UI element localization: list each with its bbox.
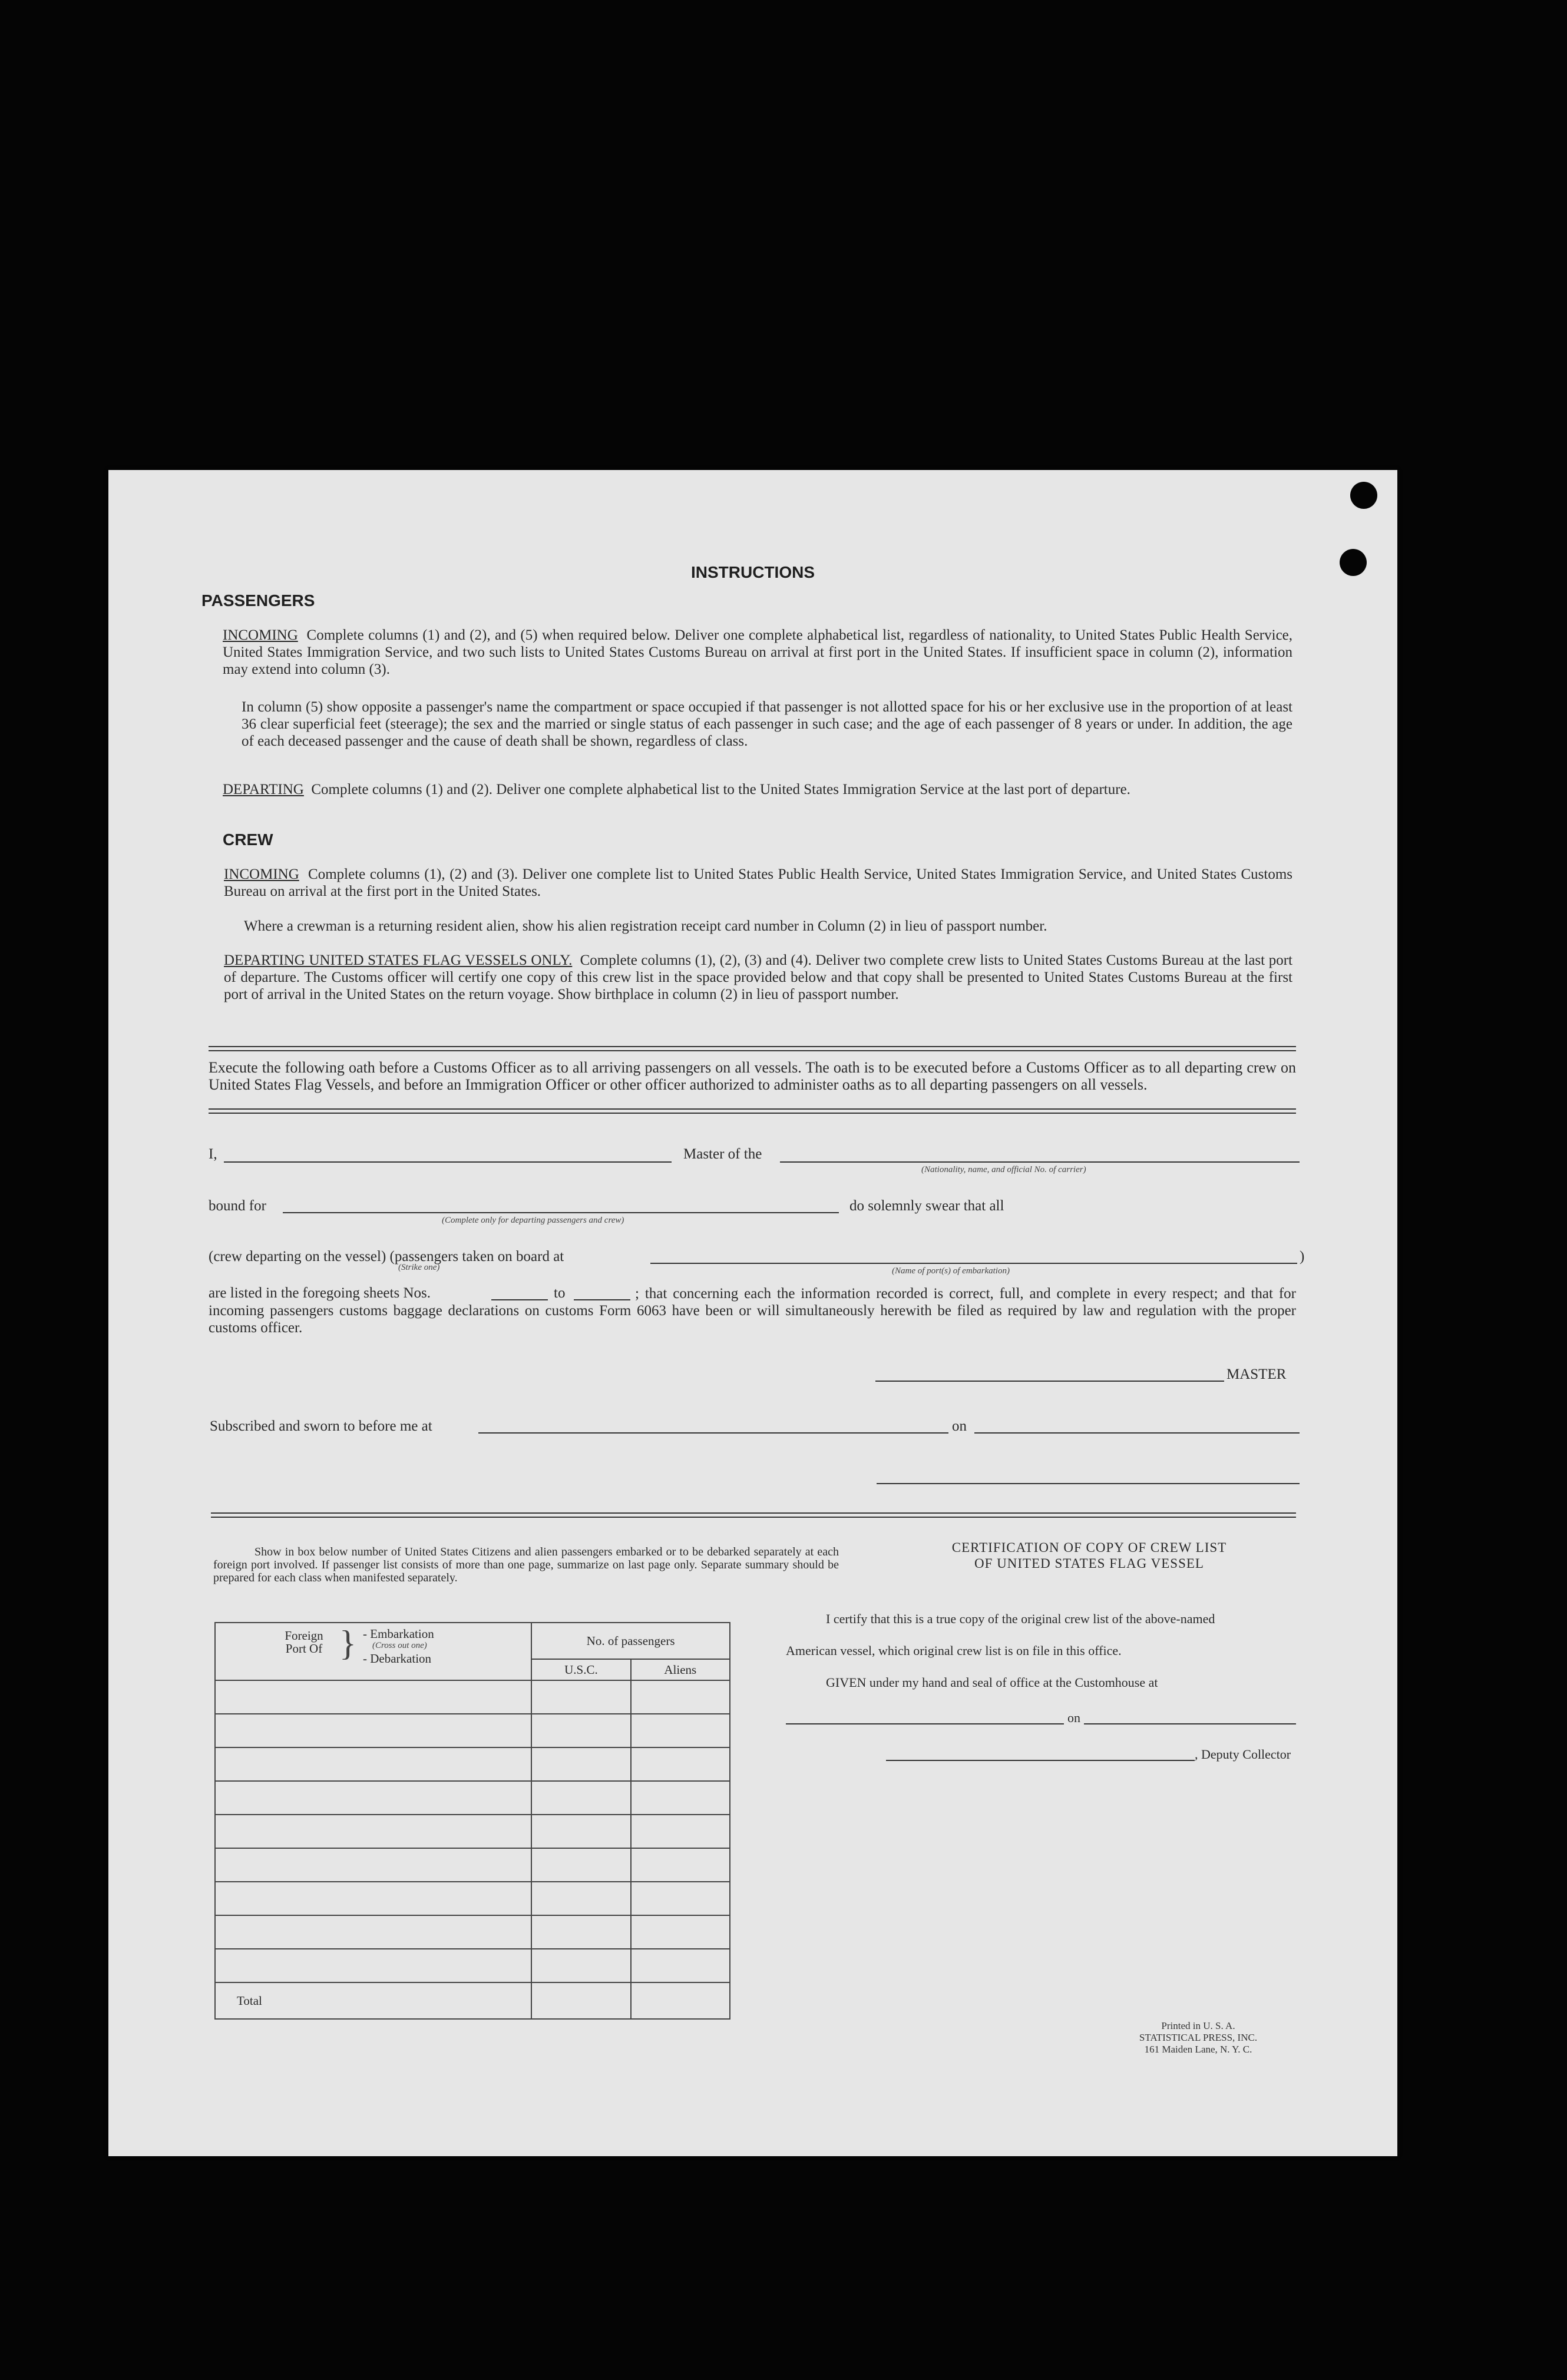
certification-title xyxy=(868,1540,1310,1571)
usc-cell[interactable] xyxy=(531,1781,630,1815)
carrier-caption: (Nationality, name, and official No. of carrier) xyxy=(921,1165,1086,1174)
imprint-line2: STATISTICAL PRESS, INC. xyxy=(1139,2032,1258,2043)
usc-total-cell[interactable] xyxy=(531,1982,630,2019)
port-cell[interactable] xyxy=(215,1714,531,1747)
bound-for-caption: (Complete only for departing passengers and crew) xyxy=(442,1216,624,1225)
certify-line1: I certify that this is a true copy of the original crew list of the above-named xyxy=(826,1611,1215,1626)
master-of-label: Master of the xyxy=(683,1146,762,1162)
crew-incoming-paragraph xyxy=(224,866,1292,900)
crew-heading: CREW xyxy=(223,830,273,849)
oath-instruction: Execute the following oath before a Customs Officer as to all arriving passengers on all vessels. The oath is to be executed before a Customs Officer as to all departing crew on United States Flag Vessels, and before an Immigration Officer or other officer authorized to administer oaths as to all departing passengers on all vessels. xyxy=(209,1059,1296,1093)
crew-departing-text: Complete columns (1), (2), (3) and (4). Deliver two complete crew lists to United States Customs Bureau at the last port of departure. The Customs officer will certify one copy of this crew list in the space provided below and that copy shall be presented to United States Customs Bureau at the first port of arrival in the United States on the return voyage. Show birthplace in column (2) in lieu of passport number. xyxy=(224,952,1293,1002)
crew-resident-paragraph: Where a crewman is a returning resident alien, show his alien registration receipt card number in Column (2) in lieu of passport number. xyxy=(244,918,1047,934)
master-signature-field[interactable] xyxy=(875,1381,1224,1382)
debarkation-label: - Debarkation xyxy=(363,1651,432,1666)
divider xyxy=(209,1108,1296,1114)
crew-departing-paragraph xyxy=(224,952,1292,1003)
instructions-title: INSTRUCTIONS xyxy=(691,563,815,581)
crew-incoming-label: INCOMING xyxy=(224,866,299,882)
imprint-line1: Printed in U. S. A. xyxy=(1161,2020,1235,2031)
printer-imprint xyxy=(1116,2020,1281,2055)
usc-cell[interactable] xyxy=(531,1815,630,1848)
usc-cell[interactable] xyxy=(531,1882,630,1915)
cert-date-field[interactable] xyxy=(1084,1723,1296,1724)
aliens-cell[interactable] xyxy=(631,1915,730,1949)
sheets-label: are listed in the foregoing sheets Nos. xyxy=(209,1285,431,1301)
port-cell[interactable] xyxy=(215,1747,531,1781)
column5-paragraph: In column (5) show opposite a passenger's name the compartment or space occupied if that passenger is not allotted space for his or her exclusive use in the proportion of at least 36 clear superficial feet (steerage); the sex and the married or single status of each passenger in such case; and the age of each passenger of 8 years or under. In addition, the age of each deceased passenger and the cause of death shall be shown, regardless of class. xyxy=(242,699,1292,749)
certify-line2: American vessel, which original crew list is on file in this office. xyxy=(786,1643,1122,1658)
cross-out-caption: (Cross out one) xyxy=(372,1641,427,1650)
punch-hole xyxy=(1350,482,1377,509)
usc-cell[interactable] xyxy=(531,1680,630,1714)
certification-title-line1: CERTIFICATION OF COPY OF CREW LIST xyxy=(951,1540,1227,1555)
on-label: on xyxy=(952,1418,967,1434)
usc-cell[interactable] xyxy=(531,1714,630,1747)
subscribed-label: Subscribed and sworn to before me at xyxy=(210,1418,432,1434)
imprint-line3: 161 Maiden Lane, N. Y. C. xyxy=(1144,2044,1252,2055)
aliens-cell[interactable] xyxy=(631,1747,730,1781)
aliens-cell[interactable] xyxy=(631,1781,730,1815)
passengers-incoming-paragraph xyxy=(223,627,1292,678)
strike-caption: (Strike one) xyxy=(398,1263,440,1272)
cert-on-label: on xyxy=(1067,1710,1080,1725)
no-passengers-header: No. of passengers xyxy=(531,1623,730,1659)
passengers-departing-paragraph xyxy=(223,781,1292,798)
port-cell[interactable] xyxy=(215,1680,531,1714)
divider xyxy=(211,1512,1296,1518)
carrier-field[interactable] xyxy=(780,1161,1300,1163)
given-text: GIVEN under my hand and seal of office at the Customhouse at xyxy=(826,1675,1158,1690)
divider xyxy=(209,1046,1296,1051)
brace-icon: } xyxy=(339,1624,356,1663)
port-cell[interactable] xyxy=(215,1915,531,1949)
usc-header: U.S.C. xyxy=(531,1659,630,1680)
deputy-collector-label: , Deputy Collector xyxy=(1195,1747,1291,1762)
summary-instruction: Show in box below number of United States Citizens and alien passengers embarked or to be debarked separately at each foreign port involved. If passenger list consists of more than one page, summarize on last page only. Separate summary should be prepared for each class when manifested separately. xyxy=(213,1545,839,1584)
usc-cell[interactable] xyxy=(531,1848,630,1882)
master-label: MASTER xyxy=(1227,1366,1287,1382)
aliens-total-cell[interactable] xyxy=(631,1982,730,2019)
embarkation-label: - Embarkation xyxy=(363,1627,434,1641)
usc-cell[interactable] xyxy=(531,1747,630,1781)
sworn-place-field[interactable] xyxy=(478,1432,948,1434)
foreign-port-label: Foreign Port Of xyxy=(285,1628,323,1656)
aliens-cell[interactable] xyxy=(631,1949,730,1982)
port-cell[interactable] xyxy=(215,1848,531,1882)
oath-i-label: I, xyxy=(209,1146,217,1162)
deputy-signature-field[interactable] xyxy=(886,1760,1195,1761)
passengers-heading: PASSENGERS xyxy=(201,591,315,610)
total-label: Total xyxy=(215,1982,531,2019)
certification-title-line2: OF UNITED STATES FLAG VESSEL xyxy=(974,1556,1204,1571)
form-sheet xyxy=(108,470,1397,2156)
port-cell[interactable] xyxy=(215,1949,531,1982)
port-cell[interactable] xyxy=(215,1815,531,1848)
passengers-departing-text: Complete columns (1) and (2). Deliver one complete alphabetical list to the United States Immigration Service at the last port of departure. xyxy=(311,782,1130,797)
aliens-cell[interactable] xyxy=(631,1815,730,1848)
sworn-date-field[interactable] xyxy=(974,1432,1300,1434)
usc-cell[interactable] xyxy=(531,1949,630,1982)
master-name-field[interactable] xyxy=(224,1161,672,1163)
aliens-cell[interactable] xyxy=(631,1848,730,1882)
close-paren: ) xyxy=(1300,1249,1305,1265)
aliens-header: Aliens xyxy=(631,1659,730,1680)
crew-departing-label: DEPARTING UNITED STATES FLAG VESSELS ONLY. xyxy=(224,952,573,968)
to-label: to xyxy=(554,1285,566,1301)
passengers-departing-label: DEPARTING xyxy=(223,782,304,797)
port-caption: (Name of port(s) of embarkation) xyxy=(892,1266,1010,1276)
aliens-cell[interactable] xyxy=(631,1882,730,1915)
officer-signature-field[interactable] xyxy=(877,1483,1300,1484)
passengers-incoming-text: Complete columns (1) and (2), and (5) when required below. Deliver one complete alphabetical list, regardless of nationality, to United States Public Health Service, United States Immigration Service, and two such lists to United States Customs Bureau on arrival at first port in the United States. If insufficient space in column (2), information may extend into column (3). xyxy=(223,627,1293,677)
crew-incoming-text: Complete columns (1), (2) and (3). Deliver one complete list to United States Public Health Service, United States Immigration Service, and United States Customs Bureau on arrival at the first port in the United States. xyxy=(224,866,1293,899)
aliens-cell[interactable] xyxy=(631,1680,730,1714)
customhouse-field[interactable] xyxy=(786,1723,1064,1724)
port-cell[interactable] xyxy=(215,1781,531,1815)
summary-table xyxy=(214,1622,730,2020)
bound-for-field[interactable] xyxy=(283,1212,839,1213)
aliens-cell[interactable] xyxy=(631,1714,730,1747)
embarkation-port-field[interactable] xyxy=(650,1263,1297,1264)
passengers-incoming-label: INCOMING xyxy=(223,627,298,643)
bound-for-label: bound for xyxy=(209,1198,266,1214)
port-cell[interactable] xyxy=(215,1882,531,1915)
foreign-port-header xyxy=(215,1623,531,1680)
sheets-paragraph: ; that concerning each the information recorded is correct, full, and complete in every respect; and that for incoming passengers customs baggage declarations on customs Form 6063 have been or will simultaneously herewith be filed as required by law and regulation with the proper customs officer. xyxy=(209,1286,1296,1336)
usc-cell[interactable] xyxy=(531,1915,630,1949)
swear-label: do solemnly swear that all xyxy=(849,1198,1004,1214)
crew-departing-label: (crew departing on the vessel) (passengers taken on board at xyxy=(209,1249,564,1265)
